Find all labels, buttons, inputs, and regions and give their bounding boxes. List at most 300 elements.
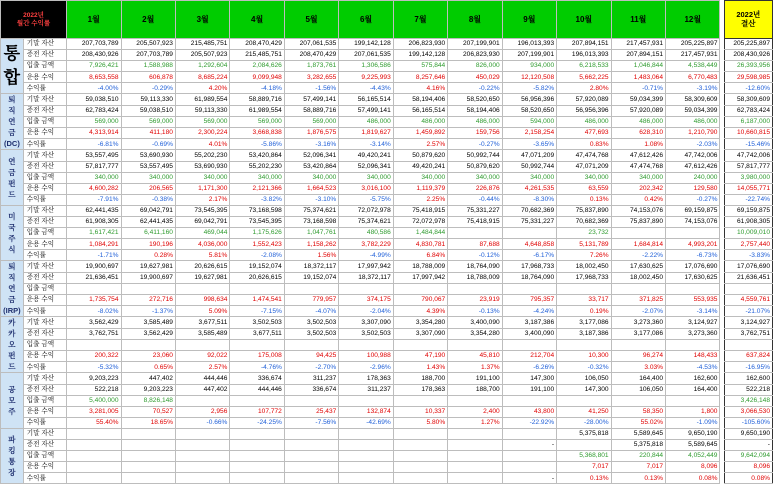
value-cell[interactable]: 3,187,386: [502, 317, 556, 328]
value-cell[interactable]: 594,000: [502, 116, 556, 127]
value-cell[interactable]: 0.08%: [666, 473, 720, 484]
value-cell[interactable]: 3,354,280: [448, 328, 502, 339]
value-cell[interactable]: -0.27%: [448, 139, 502, 150]
value-cell[interactable]: [666, 228, 720, 239]
row-label[interactable]: 운용 수익: [23, 294, 66, 305]
value-cell[interactable]: [121, 339, 175, 350]
value-cell[interactable]: [502, 339, 556, 350]
value-cell[interactable]: 50,992,744: [502, 161, 556, 172]
value-cell[interactable]: 5,375,818: [557, 428, 611, 439]
value-cell[interactable]: 96,274: [611, 350, 665, 361]
value-cell[interactable]: 486,000: [448, 116, 502, 127]
year-summary-cell[interactable]: -21.07%: [724, 306, 772, 317]
value-cell[interactable]: 5.09%: [175, 306, 229, 317]
value-cell[interactable]: 47,742,006: [666, 150, 720, 161]
value-cell[interactable]: 17,076,690: [666, 261, 720, 272]
value-cell[interactable]: [121, 439, 175, 450]
value-cell[interactable]: 9,650,190: [666, 428, 720, 439]
value-cell[interactable]: 4.01%: [175, 139, 229, 150]
value-cell[interactable]: 628,310: [611, 128, 665, 139]
value-cell[interactable]: [284, 339, 338, 350]
value-cell[interactable]: 17,997,942: [393, 272, 447, 283]
year-summary-cell[interactable]: -15.46%: [724, 139, 772, 150]
value-cell[interactable]: [339, 462, 393, 473]
value-cell[interactable]: 779,957: [284, 294, 338, 305]
value-cell[interactable]: -2.04%: [339, 306, 393, 317]
value-cell[interactable]: 1,459,892: [393, 128, 447, 139]
value-cell[interactable]: 56,956,396: [557, 105, 611, 116]
value-cell[interactable]: 19,627,981: [175, 272, 229, 283]
value-cell[interactable]: 190,196: [121, 239, 175, 250]
value-cell[interactable]: 59,038,510: [67, 94, 121, 105]
value-cell[interactable]: [448, 283, 502, 294]
value-cell[interactable]: 69,042,791: [121, 205, 175, 216]
value-cell[interactable]: 340,000: [393, 172, 447, 183]
value-cell[interactable]: 3,273,360: [611, 317, 665, 328]
value-cell[interactable]: 215,485,751: [175, 39, 229, 50]
value-cell[interactable]: 569,000: [230, 116, 284, 127]
value-cell[interactable]: 0.13%: [557, 473, 611, 484]
value-cell[interactable]: [67, 462, 121, 473]
value-cell[interactable]: 5,589,645: [666, 439, 720, 450]
value-cell[interactable]: 0.65%: [121, 362, 175, 373]
value-cell[interactable]: 3,562,429: [67, 317, 121, 328]
value-cell[interactable]: 59,113,330: [121, 94, 175, 105]
year-summary-cell[interactable]: 9,650,190: [724, 428, 772, 439]
year-summary-cell[interactable]: -105.60%: [724, 417, 772, 428]
row-label[interactable]: 운용 수익: [23, 462, 66, 473]
value-cell[interactable]: 53,690,930: [121, 150, 175, 161]
year-summary-cell[interactable]: 58,309,609: [724, 94, 772, 105]
year-summary-cell[interactable]: 2,757,440: [724, 239, 772, 250]
value-cell[interactable]: [175, 395, 229, 406]
value-cell[interactable]: [284, 395, 338, 406]
value-cell[interactable]: 1,588,988: [121, 61, 175, 72]
value-cell[interactable]: 4,261,535: [502, 183, 556, 194]
year-summary-cell[interactable]: -12.60%: [724, 83, 772, 94]
year-summary-cell[interactable]: 10,009,010: [724, 228, 772, 239]
group-label[interactable]: 연 금 펀 드: [1, 150, 24, 205]
value-cell[interactable]: 52,096,341: [284, 150, 338, 161]
value-cell[interactable]: 1,873,761: [284, 61, 338, 72]
value-cell[interactable]: 2.80%: [557, 83, 611, 94]
value-cell[interactable]: 18.65%: [121, 417, 175, 428]
value-cell[interactable]: 207,061,535: [339, 50, 393, 61]
value-cell[interactable]: 1,171,300: [175, 183, 229, 194]
value-cell[interactable]: 147,300: [557, 384, 611, 395]
row-label[interactable]: 입출 금액: [23, 283, 66, 294]
value-cell[interactable]: 522,218: [67, 384, 121, 395]
value-cell[interactable]: 164,400: [611, 373, 665, 384]
value-cell[interactable]: [230, 339, 284, 350]
month-header-10[interactable]: 10월: [557, 1, 611, 39]
value-cell[interactable]: 606,878: [121, 72, 175, 83]
value-cell[interactable]: 3,502,503: [339, 328, 393, 339]
year-summary-cell[interactable]: 3,762,751: [724, 328, 772, 339]
row-label[interactable]: 수익률: [23, 473, 66, 484]
value-cell[interactable]: -3.19%: [666, 83, 720, 94]
value-cell[interactable]: 59,034,399: [666, 105, 720, 116]
year-summary-cell[interactable]: 3,066,530: [724, 406, 772, 417]
value-cell[interactable]: 1,800: [666, 406, 720, 417]
value-cell[interactable]: -4.07%: [284, 306, 338, 317]
value-cell[interactable]: -5.32%: [67, 362, 121, 373]
value-cell[interactable]: 70,682,369: [557, 217, 611, 228]
value-cell[interactable]: [666, 395, 720, 406]
value-cell[interactable]: 18,372,117: [339, 272, 393, 283]
value-cell[interactable]: 191,100: [502, 384, 556, 395]
row-label[interactable]: 입출 금액: [23, 61, 66, 72]
value-cell[interactable]: 56,956,396: [502, 94, 556, 105]
value-cell[interactable]: 18,372,117: [284, 261, 338, 272]
year-summary-cell[interactable]: [724, 283, 772, 294]
value-cell[interactable]: 340,000: [611, 172, 665, 183]
value-cell[interactable]: 4,600,282: [67, 183, 121, 194]
year-summary-cell[interactable]: -: [724, 439, 772, 450]
value-cell[interactable]: 17,630,625: [666, 272, 720, 283]
value-cell[interactable]: 159,756: [448, 128, 502, 139]
value-cell[interactable]: 74,153,076: [611, 205, 665, 216]
value-cell[interactable]: 371,825: [611, 294, 665, 305]
value-cell[interactable]: [284, 451, 338, 462]
value-cell[interactable]: 20,626,615: [175, 261, 229, 272]
value-cell[interactable]: 444,446: [175, 373, 229, 384]
value-cell[interactable]: 340,000: [121, 172, 175, 183]
value-cell[interactable]: 207,703,789: [121, 50, 175, 61]
value-cell[interactable]: 215,485,751: [230, 50, 284, 61]
value-cell[interactable]: 17,968,733: [502, 261, 556, 272]
month-header-12[interactable]: 12월: [666, 1, 720, 39]
value-cell[interactable]: [339, 473, 393, 484]
value-cell[interactable]: 3,585,489: [121, 317, 175, 328]
value-cell[interactable]: 1.27%: [448, 417, 502, 428]
value-cell[interactable]: 53,420,864: [284, 161, 338, 172]
value-cell[interactable]: 2.17%: [175, 194, 229, 205]
value-cell[interactable]: 1.56%: [284, 250, 338, 261]
value-cell[interactable]: [284, 439, 338, 450]
value-cell[interactable]: 4,538,449: [666, 61, 720, 72]
value-cell[interactable]: 208,470,429: [284, 50, 338, 61]
value-cell[interactable]: 75,837,890: [611, 217, 665, 228]
value-cell[interactable]: [611, 339, 665, 350]
value-cell[interactable]: 20,626,615: [230, 272, 284, 283]
group-label[interactable]: 통 합: [1, 39, 24, 94]
value-cell[interactable]: [284, 428, 338, 439]
value-cell[interactable]: 340,000: [284, 172, 338, 183]
month-header-11[interactable]: 11월: [611, 1, 665, 39]
value-cell[interactable]: 220,844: [611, 451, 665, 462]
value-cell[interactable]: 5,131,789: [557, 239, 611, 250]
value-cell[interactable]: -2.03%: [666, 139, 720, 150]
value-cell[interactable]: 217,457,931: [666, 50, 720, 61]
year-summary-cell[interactable]: 208,430,926: [724, 50, 772, 61]
value-cell[interactable]: [175, 439, 229, 450]
value-cell[interactable]: 5,375,818: [611, 439, 665, 450]
value-cell[interactable]: 53,690,930: [175, 161, 229, 172]
value-cell[interactable]: -5.86%: [230, 139, 284, 150]
month-header-6[interactable]: 6월: [339, 1, 393, 39]
value-cell[interactable]: 477,693: [557, 128, 611, 139]
value-cell[interactable]: [284, 462, 338, 473]
row-label[interactable]: 수익률: [23, 139, 66, 150]
value-cell[interactable]: -4.53%: [666, 362, 720, 373]
value-cell[interactable]: 0.13%: [611, 473, 665, 484]
value-cell[interactable]: 411,180: [121, 128, 175, 139]
value-cell[interactable]: 75,331,227: [502, 217, 556, 228]
value-cell[interactable]: 175,008: [230, 350, 284, 361]
value-cell[interactable]: 45,810: [448, 350, 502, 361]
value-cell[interactable]: 58,350: [611, 406, 665, 417]
value-cell[interactable]: 196,013,393: [502, 39, 556, 50]
value-cell[interactable]: [67, 428, 121, 439]
year-summary-cell[interactable]: 6,187,000: [724, 116, 772, 127]
value-cell[interactable]: 1,292,604: [175, 61, 229, 72]
value-cell[interactable]: 49,420,241: [393, 161, 447, 172]
value-cell[interactable]: 21,636,451: [67, 272, 121, 283]
row-label[interactable]: 입출 금액: [23, 451, 66, 462]
value-cell[interactable]: 3,273,360: [666, 328, 720, 339]
value-cell[interactable]: 55.40%: [67, 417, 121, 428]
value-cell[interactable]: 1,046,844: [611, 61, 665, 72]
value-cell[interactable]: 2.25%: [393, 194, 447, 205]
value-cell[interactable]: 6.84%: [393, 250, 447, 261]
value-cell[interactable]: 206,823,930: [393, 39, 447, 50]
value-cell[interactable]: 340,000: [448, 172, 502, 183]
value-cell[interactable]: -4.99%: [339, 250, 393, 261]
value-cell[interactable]: 72,072,978: [339, 205, 393, 216]
value-cell[interactable]: 55,202,230: [175, 150, 229, 161]
value-cell[interactable]: 207,703,789: [67, 39, 121, 50]
value-cell[interactable]: 3,502,503: [284, 317, 338, 328]
value-cell[interactable]: 87,688: [448, 239, 502, 250]
value-cell[interactable]: 2.57%: [175, 362, 229, 373]
value-cell[interactable]: [121, 428, 175, 439]
row-label[interactable]: 운용 수익: [23, 350, 66, 361]
value-cell[interactable]: 57,920,089: [557, 94, 611, 105]
value-cell[interactable]: 47,071,209: [502, 150, 556, 161]
value-cell[interactable]: 450,029: [448, 72, 502, 83]
row-label[interactable]: 수익률: [23, 250, 66, 261]
value-cell[interactable]: [67, 283, 121, 294]
value-cell[interactable]: 17,997,942: [339, 261, 393, 272]
year-summary-cell[interactable]: 637,824: [724, 350, 772, 361]
row-label[interactable]: 기말 자산: [23, 150, 66, 161]
value-cell[interactable]: -0.38%: [121, 194, 175, 205]
year-summary-cell[interactable]: 0.08%: [724, 473, 772, 484]
value-cell[interactable]: 340,000: [502, 172, 556, 183]
value-cell[interactable]: 4,313,914: [67, 128, 121, 139]
row-label[interactable]: 기말 자산: [23, 373, 66, 384]
value-cell[interactable]: [175, 339, 229, 350]
value-cell[interactable]: 58,309,609: [666, 94, 720, 105]
value-cell[interactable]: -3.65%: [502, 139, 556, 150]
value-cell[interactable]: [393, 473, 447, 484]
value-cell[interactable]: 1,474,541: [230, 294, 284, 305]
month-header-3[interactable]: 3월: [175, 1, 229, 39]
value-cell[interactable]: 447,402: [121, 373, 175, 384]
value-cell[interactable]: 2,956: [175, 406, 229, 417]
value-cell[interactable]: 3,187,386: [557, 328, 611, 339]
value-cell[interactable]: 486,000: [611, 116, 665, 127]
row-label[interactable]: 입출 금액: [23, 339, 66, 350]
value-cell[interactable]: 73,168,598: [284, 217, 338, 228]
value-cell[interactable]: -24.25%: [230, 417, 284, 428]
row-label[interactable]: 수익률: [23, 362, 66, 373]
value-cell[interactable]: [230, 283, 284, 294]
value-cell[interactable]: -3.14%: [339, 139, 393, 150]
value-cell[interactable]: 196,013,393: [557, 50, 611, 61]
value-cell[interactable]: [557, 395, 611, 406]
row-label[interactable]: 수익률: [23, 194, 66, 205]
value-cell[interactable]: [67, 339, 121, 350]
value-cell[interactable]: -8.02%: [67, 306, 121, 317]
year-summary-cell[interactable]: 162,600: [724, 373, 772, 384]
value-cell[interactable]: 8,653,558: [67, 72, 121, 83]
value-cell[interactable]: -2.08%: [230, 250, 284, 261]
value-cell[interactable]: 73,545,395: [175, 205, 229, 216]
value-cell[interactable]: 200,322: [67, 350, 121, 361]
month-header-7[interactable]: 7월: [393, 1, 447, 39]
value-cell[interactable]: [502, 462, 556, 473]
value-cell[interactable]: 207,199,901: [448, 39, 502, 50]
value-cell[interactable]: 3,502,503: [230, 317, 284, 328]
value-cell[interactable]: [393, 283, 447, 294]
value-cell[interactable]: 9,225,993: [339, 72, 393, 83]
value-cell[interactable]: 205,225,897: [666, 39, 720, 50]
value-cell[interactable]: 206,823,930: [448, 50, 502, 61]
group-label[interactable]: 공 모 주: [1, 373, 24, 428]
value-cell[interactable]: [121, 462, 175, 473]
year-summary-cell[interactable]: 14,055,771: [724, 183, 772, 194]
group-label[interactable]: 퇴 직 연 금 (DC): [1, 94, 24, 150]
value-cell[interactable]: 486,000: [666, 116, 720, 127]
row-label[interactable]: 운용 수익: [23, 128, 66, 139]
value-cell[interactable]: 61,989,554: [230, 105, 284, 116]
value-cell[interactable]: 57,499,141: [284, 94, 338, 105]
value-cell[interactable]: 1,175,626: [230, 228, 284, 239]
value-cell[interactable]: 25,437: [284, 406, 338, 417]
value-cell[interactable]: -3.14%: [666, 306, 720, 317]
value-cell[interactable]: [666, 283, 720, 294]
row-label[interactable]: 수익률: [23, 83, 66, 94]
value-cell[interactable]: 2,084,626: [230, 61, 284, 72]
value-cell[interactable]: 208,430,926: [67, 50, 121, 61]
value-cell[interactable]: 340,000: [175, 172, 229, 183]
value-cell[interactable]: -6.26%: [502, 362, 556, 373]
value-cell[interactable]: 9,203,223: [67, 373, 121, 384]
value-cell[interactable]: 205,507,923: [121, 39, 175, 50]
value-cell[interactable]: 23,060: [121, 350, 175, 361]
value-cell[interactable]: 3,502,503: [284, 328, 338, 339]
value-cell[interactable]: 0.28%: [121, 250, 175, 261]
value-cell[interactable]: 486,000: [557, 116, 611, 127]
value-cell[interactable]: 934,000: [502, 61, 556, 72]
value-cell[interactable]: [502, 228, 556, 239]
value-cell[interactable]: 56,165,514: [393, 105, 447, 116]
value-cell[interactable]: 6,218,533: [557, 61, 611, 72]
value-cell[interactable]: 4.16%: [393, 83, 447, 94]
value-cell[interactable]: 4,036,000: [175, 239, 229, 250]
value-cell[interactable]: 336,674: [284, 384, 338, 395]
value-cell[interactable]: -4.24%: [502, 306, 556, 317]
value-cell[interactable]: [448, 451, 502, 462]
value-cell[interactable]: 53,557,495: [67, 150, 121, 161]
value-cell[interactable]: 57,499,141: [339, 105, 393, 116]
value-cell[interactable]: [339, 451, 393, 462]
value-cell[interactable]: [339, 339, 393, 350]
value-cell[interactable]: 18,788,009: [448, 272, 502, 283]
value-cell[interactable]: 340,000: [557, 172, 611, 183]
value-cell[interactable]: 202,342: [611, 183, 665, 194]
value-cell[interactable]: [448, 473, 502, 484]
value-cell[interactable]: 56,165,514: [339, 94, 393, 105]
value-cell[interactable]: -4.43%: [339, 83, 393, 94]
year-summary-cell[interactable]: [724, 339, 772, 350]
value-cell[interactable]: 62,783,424: [67, 105, 121, 116]
year-summary-cell[interactable]: 3,124,927: [724, 317, 772, 328]
value-cell[interactable]: -3.82%: [230, 194, 284, 205]
value-cell[interactable]: 795,357: [502, 294, 556, 305]
value-cell[interactable]: -0.32%: [557, 362, 611, 373]
value-cell[interactable]: 340,000: [230, 172, 284, 183]
value-cell[interactable]: 58,889,716: [230, 94, 284, 105]
year-summary-cell[interactable]: 522,218: [724, 384, 772, 395]
value-cell[interactable]: 1,084,291: [67, 239, 121, 250]
value-cell[interactable]: 199,142,128: [393, 50, 447, 61]
value-cell[interactable]: 75,331,227: [448, 205, 502, 216]
year-summary-cell[interactable]: 26,393,956: [724, 61, 772, 72]
year-summary-cell[interactable]: 62,783,424: [724, 105, 772, 116]
value-cell[interactable]: [230, 451, 284, 462]
value-cell[interactable]: 575,844: [393, 61, 447, 72]
value-cell[interactable]: 1,306,586: [339, 61, 393, 72]
value-cell[interactable]: 4,052,449: [666, 451, 720, 462]
value-cell[interactable]: 10,300: [557, 350, 611, 361]
value-cell[interactable]: 1,483,064: [611, 72, 665, 83]
value-cell[interactable]: 107,772: [230, 406, 284, 417]
value-cell[interactable]: -0.66%: [175, 417, 229, 428]
value-cell[interactable]: 18,764,090: [502, 272, 556, 283]
value-cell[interactable]: [393, 395, 447, 406]
value-cell[interactable]: 3,354,280: [393, 317, 447, 328]
value-cell[interactable]: 444,446: [230, 384, 284, 395]
row-label[interactable]: 운용 수익: [23, 406, 66, 417]
value-cell[interactable]: [230, 428, 284, 439]
value-cell[interactable]: 3,585,489: [175, 328, 229, 339]
value-cell[interactable]: 0.83%: [557, 139, 611, 150]
value-cell[interactable]: 58,889,716: [284, 105, 338, 116]
value-cell[interactable]: -0.22%: [448, 83, 502, 94]
value-cell[interactable]: 217,457,931: [611, 39, 665, 50]
value-cell[interactable]: 207,894,151: [557, 39, 611, 50]
value-cell[interactable]: 75,837,890: [557, 205, 611, 216]
value-cell[interactable]: -8.30%: [502, 194, 556, 205]
value-cell[interactable]: 569,000: [284, 116, 338, 127]
value-cell[interactable]: [611, 395, 665, 406]
value-cell[interactable]: 18,002,450: [611, 272, 665, 283]
year-summary-cell[interactable]: 8,096: [724, 462, 772, 473]
value-cell[interactable]: -5.82%: [502, 83, 556, 94]
value-cell[interactable]: 47,190: [393, 350, 447, 361]
value-cell[interactable]: [121, 451, 175, 462]
value-cell[interactable]: -0.71%: [611, 83, 665, 94]
value-cell[interactable]: 1,617,421: [67, 228, 121, 239]
value-cell[interactable]: [67, 473, 121, 484]
value-cell[interactable]: [230, 473, 284, 484]
value-cell[interactable]: 106,050: [611, 384, 665, 395]
value-cell[interactable]: 1,664,523: [284, 183, 338, 194]
year-summary-cell[interactable]: 69,159,875: [724, 205, 772, 216]
